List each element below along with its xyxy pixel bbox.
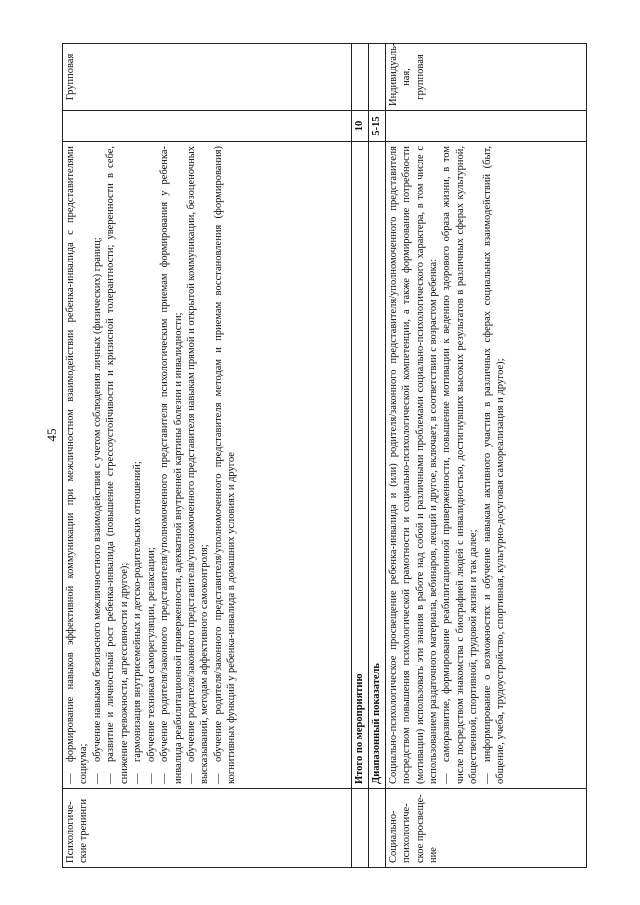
rotated-table-container: [62, 43, 587, 868]
range-value: 5-15: [368, 111, 385, 142]
activity-description-cell: [385, 142, 586, 789]
form-cell: Групповая: [63, 44, 352, 111]
empty-cell: [368, 789, 385, 868]
list-item: —обучение родителя/законного представителя/уполномоченного представителя психологическим приемам формирования у ребенка-инвалида реабилитационной приверженности, адекватной внутренней картины болезни и инвалидности;: [159, 146, 184, 784]
activities-table: [62, 43, 587, 868]
table-row: [63, 44, 352, 868]
page-number: 45: [44, 428, 59, 442]
empty-cell: [351, 789, 368, 868]
empty-cell: [351, 44, 368, 111]
list-item: —развитие и личностный рост ребенка-инвалида (повышение стрессоустойчивости и кризисной толерантности; уверенности в себе, снижение тревожности, агрессивности и другое);: [105, 146, 130, 784]
list-item: —саморазвитие, формирование реабилитационной приверженности, повышение мотивации к ведению здорового образа жизни, в том числе посредством знакомства с биографией людей с инвалидностью, достигнувших высоких результатов в различных сферах культурной, общественной, спортивной, трудовой жизни и так далее;: [441, 146, 480, 784]
list-item: —информирование о возможностях и обучение навыкам активного участия в различных сферах социальных взаимодействий (быт, общение, учеба, трудоустройство, спортивная, культурно-досуговая самореализация и другое);: [481, 146, 507, 784]
total-value: 10: [351, 111, 368, 142]
paragraph: Социально-психологическое просвещение ребенка-инвалида и (или) родителя/законного представителя/уполномоченного представителя посредством повышения психологической грамотности и социально-психологической компетенции, а также формирование потребности (мотивации) использовать эти знания в работе над собой и различными проблемами социально-психологического характера, в том числе с использованием раздаточного материала, вебинаров, лекций и другое, включает, в соответствии с возрастом ребенка:: [387, 146, 439, 784]
list-item: —обучение родителя/законного представителя/уполномоченного представителя методам и приемам восстановления (формирования) когнитивных функций у ребенка-инвалида в домашних условиях и другое: [212, 146, 238, 784]
list-item: —обучение техникам саморегуляции, релаксации;: [145, 547, 157, 784]
activity-description-cell: [63, 142, 352, 789]
count-cell: [385, 111, 586, 142]
list-item: —формирование навыков эффективной коммуникации при межличностном взаимодействии ребенка-инвалида с представителями социума;: [65, 146, 90, 784]
count-cell: [63, 111, 352, 142]
activity-name-cell: Психологиче-ские тренинги: [63, 789, 352, 868]
list-item: —гармонизация внутрисемейных и детско-родительских отношений;: [132, 461, 144, 784]
range-label: Диапазонный показатель: [368, 142, 385, 789]
table-row: [385, 44, 586, 868]
empty-cell: [368, 44, 385, 111]
list-item: —обучение навыкам безопасного межличностного взаимодействия с учетом соблюдения личных (физических) границ;: [91, 237, 103, 784]
total-label: Итого по мероприятию: [351, 142, 368, 789]
table-row: [351, 44, 368, 868]
activity-name-cell: Социально-психологиче-ское просвеще-ние: [385, 789, 586, 868]
table-row: [368, 44, 385, 868]
form-cell: Индивидуаль-ная, групповая: [385, 44, 586, 111]
list-item: —обучение родителя/законного представителя/уполномоченного представителя навыкам прямой и открытой коммуникации, безоценочных высказываний, методам аффективного самоконтроля;: [185, 146, 211, 784]
